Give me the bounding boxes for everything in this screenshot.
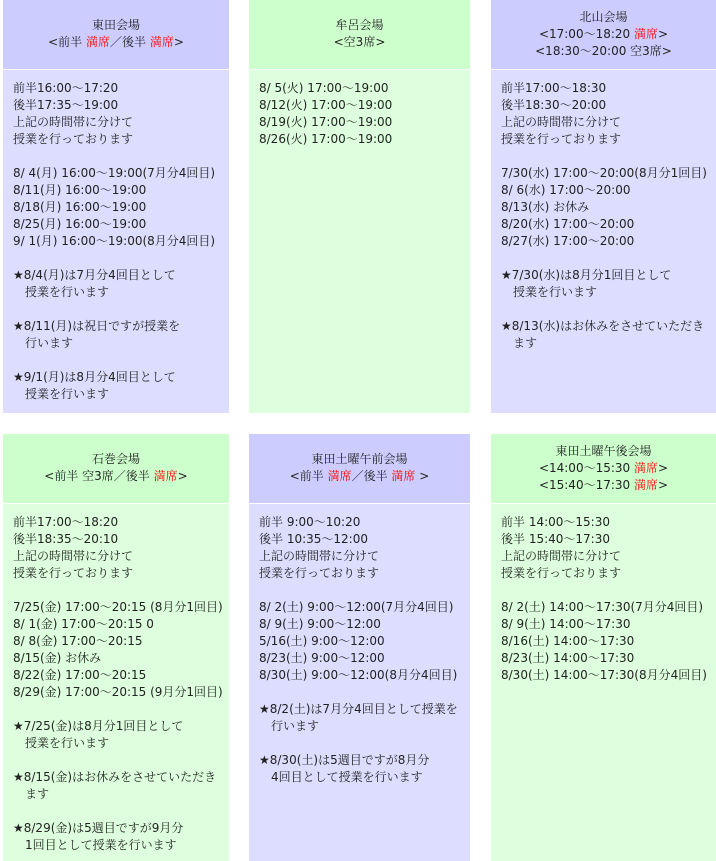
schedule-line: 5/16(土) 9:00～12:00 <box>259 634 385 648</box>
notice-line: ★8/15(金)はお休みをさせていただき <box>13 770 217 784</box>
schedule-line: 8/ 2(土) 14:00～17:30(7月分4回目) <box>501 600 704 614</box>
venue-header <box>3 0 229 70</box>
venue-kitayama <box>491 0 716 413</box>
schedule-line: 授業を行っております <box>501 566 622 580</box>
venue-title: 東田土曜午前会場 <box>311 452 408 466</box>
full-badge: 満席 <box>633 478 658 492</box>
schedule-line: 8/22(金) 17:00～20:15 <box>13 668 147 682</box>
notice-line: ★7/25(金)は8月分1回目として <box>13 719 184 733</box>
schedule-line: 前半16:00～17:20 <box>13 81 119 95</box>
venue-higashida <box>3 0 229 413</box>
full-badge: 満席 <box>153 469 178 483</box>
schedule-line: 授業を行っております <box>259 566 380 580</box>
status-text: <17:00～18:20 <box>538 27 634 41</box>
venue-title: 北山会場 <box>579 10 628 24</box>
venue-schedule <box>3 70 229 413</box>
schedule-line: 8/ 9(土) 14:00～17:30 <box>501 617 631 631</box>
schedule-line: 7/30(水) 17:00～20:00(8月分1回目) <box>501 166 707 180</box>
status-text: <14:00～15:30 <box>538 461 634 475</box>
venue-title: 牟呂会場 <box>335 18 384 32</box>
spacer <box>259 735 464 752</box>
schedule-line: 上記の時間帯に分けて <box>13 115 134 129</box>
spacer <box>13 803 223 820</box>
schedule-line: 8/11(月) 16:00～19:00 <box>13 183 147 197</box>
spacer <box>501 582 710 599</box>
schedule-line: 8/29(金) 17:00～20:15 (9月分1回目) <box>13 685 223 699</box>
schedule-line: ます <box>501 336 538 350</box>
schedule-line: 8/13(水) お休み <box>501 200 590 214</box>
venue-title: 東田土曜午後会場 <box>555 444 652 458</box>
schedule-line: 4回目として授業を行います <box>259 770 423 784</box>
venue-schedule <box>249 70 470 413</box>
schedule-line: 後半17:35～19:00 <box>13 98 119 112</box>
schedule-line: 1回目として授業を行います <box>13 838 177 852</box>
venue-status <box>491 460 716 494</box>
venue-header <box>249 0 470 70</box>
status-text: > <box>415 469 430 483</box>
schedule-line: 上記の時間帯に分けて <box>501 549 622 563</box>
venue-schedule <box>491 70 716 413</box>
venue-header <box>3 434 229 504</box>
status-text: <空3席> <box>333 35 386 49</box>
venue-status <box>249 468 470 485</box>
schedule-line: 8/ 4(月) 16:00～19:00(7月分4回目) <box>13 166 216 180</box>
notice-line: ★8/4(月)は7月分4回目として <box>13 268 176 282</box>
spacer <box>501 148 710 165</box>
schedule-line: 授業を行います <box>13 736 110 750</box>
schedule-line: 8/ 5(火) 17:00～19:00 <box>259 81 389 95</box>
notice-line: ★8/13(水)はお休みをさせていただき <box>501 319 705 333</box>
status-text: <前半 <box>48 35 86 49</box>
venue-higashida-sat-pm <box>491 434 716 861</box>
full-badge: 満席 <box>85 35 110 49</box>
status-text: > <box>173 35 184 49</box>
schedule-line: 上記の時間帯に分けて <box>259 549 380 563</box>
status-text: ／後半 <box>351 469 392 483</box>
notice-line: ★8/2(土)は7月分4回目として授業を <box>259 702 458 716</box>
spacer <box>13 352 223 369</box>
notice-line: ★7/30(水)は8月分1回目として <box>501 268 672 282</box>
status-text: > <box>177 469 188 483</box>
schedule-line: 後半18:30～20:00 <box>501 98 607 112</box>
venue-muro <box>249 0 470 413</box>
spacer <box>13 582 223 599</box>
schedule-line: 8/15(金) お休み <box>13 651 102 665</box>
spacer <box>13 752 223 769</box>
schedule-line: 授業を行います <box>501 285 598 299</box>
venue-status <box>3 468 229 485</box>
spacer <box>13 301 223 318</box>
spacer <box>259 582 464 599</box>
schedule-line: 前半17:00～18:30 <box>501 81 607 95</box>
venue-header <box>491 434 716 504</box>
venue-ishimaki <box>3 434 229 861</box>
schedule-line: 前半17:00～18:20 <box>13 515 119 529</box>
schedule-line: 9/ 1(月) 16:00～19:00(8月分4回目) <box>13 234 216 248</box>
venue-status-line <box>3 34 229 51</box>
venue-title: 東田会場 <box>91 18 140 32</box>
venue-header <box>491 0 716 70</box>
schedule-line: 授業を行います <box>13 285 110 299</box>
venue-title: 石巻会場 <box>91 452 140 466</box>
schedule-line: 8/26(火) 17:00～19:00 <box>259 132 393 146</box>
schedule-line: 8/20(水) 17:00～20:00 <box>501 217 635 231</box>
schedule-line: 授業を行っております <box>13 132 134 146</box>
spacer <box>259 684 464 701</box>
schedule-line: 8/ 8(金) 17:00～20:15 <box>13 634 143 648</box>
schedule-line: 8/19(火) 17:00～19:00 <box>259 115 393 129</box>
venue-status-line <box>491 460 716 477</box>
notice-line: ★8/11(月)は祝日ですが授業を <box>13 319 181 333</box>
spacer <box>501 250 710 267</box>
schedule-line: 8/27(水) 17:00～20:00 <box>501 234 635 248</box>
schedule-line: 8/ 6(水) 17:00～20:00 <box>501 183 631 197</box>
schedule-line: 前半 9:00～10:20 <box>259 515 361 529</box>
status-text: <15:40～17:30 <box>538 478 634 492</box>
venue-status-line <box>249 34 470 51</box>
spacer <box>501 301 710 318</box>
status-text: <前半 空3席／後半 <box>44 469 154 483</box>
status-text: <前半 <box>289 469 328 483</box>
venue-schedule <box>249 504 470 861</box>
venue-status-line <box>491 43 716 60</box>
spacer <box>13 250 223 267</box>
schedule-line: 授業を行っております <box>13 566 134 580</box>
schedule-line: 行います <box>13 336 74 350</box>
schedule-line: 8/ 1(金) 17:00～20:15 0 <box>13 617 154 631</box>
notice-line: ★8/30(土)は5週目ですが8月分 <box>259 753 430 767</box>
status-text: > <box>658 478 669 492</box>
schedule-line: ます <box>13 787 50 801</box>
schedule-line: 8/30(土) 14:00～17:30(8月分4回目) <box>501 668 707 682</box>
venue-header <box>249 434 470 504</box>
status-text: <18:30～20:00 空3席> <box>535 44 672 58</box>
venue-status <box>249 34 470 51</box>
full-badge: 満席 <box>327 469 352 483</box>
status-text: > <box>658 27 669 41</box>
schedule-line: 上記の時間帯に分けて <box>501 115 622 129</box>
schedule-line: 後半 15:40～17:30 <box>501 532 610 546</box>
full-badge: 満席 <box>391 469 416 483</box>
schedule-line: 後半18:35～20:10 <box>13 532 119 546</box>
schedule-line: 行います <box>259 719 320 733</box>
schedule-line: 8/23(土) 14:00～17:30 <box>501 651 635 665</box>
schedule-line: 後半 10:35～12:00 <box>259 532 368 546</box>
schedule-line: 8/ 2(土) 9:00～12:00(7月分4回目) <box>259 600 454 614</box>
schedule-line: 授業を行っております <box>501 132 622 146</box>
venue-status <box>491 26 716 60</box>
spacer <box>13 148 223 165</box>
spacer <box>13 701 223 718</box>
venue-higashida-sat-am <box>249 434 470 861</box>
venue-status-line <box>491 26 716 43</box>
schedule-line: 8/12(火) 17:00～19:00 <box>259 98 393 112</box>
venue-status-line <box>3 468 229 485</box>
notice-line: ★8/29(金)は5週目ですが9月分 <box>13 821 184 835</box>
venue-status-line <box>491 477 716 494</box>
venue-schedule <box>491 504 716 861</box>
schedule-line: 授業を行います <box>13 387 110 401</box>
status-text: > <box>658 461 669 475</box>
schedule-line: 8/30(土) 9:00～12:00(8月分4回目) <box>259 668 458 682</box>
notice-line: ★9/1(月)は8月分4回目として <box>13 370 176 384</box>
venue-schedule <box>3 504 229 861</box>
status-text: ／後半 <box>109 35 150 49</box>
schedule-line: 7/25(金) 17:00～20:15 (8月分1回目) <box>13 600 223 614</box>
full-badge: 満席 <box>633 27 658 41</box>
full-badge: 満席 <box>149 35 174 49</box>
full-badge: 満席 <box>633 461 658 475</box>
schedule-line: 8/23(土) 9:00～12:00 <box>259 651 385 665</box>
schedule-line: 上記の時間帯に分けて <box>13 549 134 563</box>
venue-status-line <box>249 468 470 485</box>
schedule-line: 8/25(月) 16:00～19:00 <box>13 217 147 231</box>
schedule-line: 8/ 9(土) 9:00～12:00 <box>259 617 381 631</box>
schedule-line: 前半 14:00～15:30 <box>501 515 610 529</box>
schedule-line: 8/16(土) 14:00～17:30 <box>501 634 635 648</box>
venue-status <box>3 34 229 51</box>
schedule-line: 8/18(月) 16:00～19:00 <box>13 200 147 214</box>
